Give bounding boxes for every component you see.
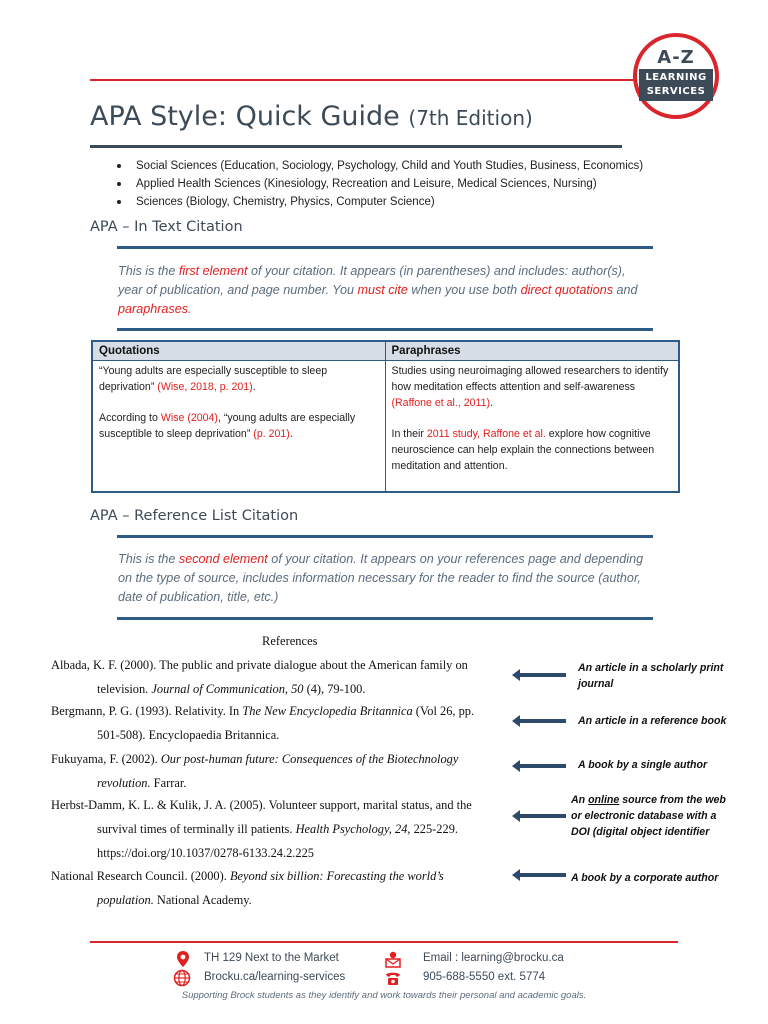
reference-intro: This is the second element of your citation. It appears on your references page and depending on the type of source, includes information necessary for the reader to find the source (author, date of publication, title, etc.) — [118, 552, 644, 604]
paraphrases-cell — [385, 360, 679, 492]
arrow-left-icon — [512, 809, 566, 823]
top-divider — [90, 79, 638, 81]
note-corporate-author-book: A book by a corporate author — [571, 872, 719, 884]
list-item: Social Sciences (Education, Sociology, Psychology, Child and Youth Studies, Business, Economics) — [117, 157, 643, 175]
in-text-top-rule — [117, 246, 653, 249]
arrow-left-icon — [512, 759, 566, 773]
list-item: Applied Health Sciences (Kinesiology, Recreation and Leisure, Medical Sciences, Nursing) — [117, 175, 643, 193]
phone-icon — [384, 969, 402, 987]
footer-location: TH 129 Next to the Market — [204, 952, 339, 964]
disciplines-list — [117, 157, 643, 211]
paraphrase-example-1: Studies using neuroimaging allowed researchers to identify how meditation effects attention and self-awareness (Raffone et al., 2011). — [391, 364, 669, 409]
table-header-paraphrases: Paraphrases — [385, 341, 679, 360]
note-single-author-book: A book by a single author — [578, 759, 708, 771]
reference-entry-national-research-council: National Research Council. (2000). Beyond six billion: Forecasting the world’s population. National Academy. — [51, 869, 444, 907]
logo-learning-text: LEARNING — [645, 72, 707, 83]
citation-examples-table — [91, 340, 680, 493]
footer-website: Brocku.ca/learning-services — [204, 971, 346, 983]
in-text-intro: This is the first element of your citation. It appears (in parentheses) and includes: author(s), year of publication, and page number. You must cite when you use both direct quotations and paraphrases. — [118, 264, 638, 316]
page-title — [90, 101, 533, 132]
email-icon — [384, 950, 402, 968]
logo-az-text: A-Z — [657, 47, 695, 68]
reference-entry-bergmann: Bergmann, P. G. (1993). Relativity. In The New Encyclopedia Britannica (Vol 26, pp. 501-508). Encyclopaedia Britannica. — [51, 704, 475, 742]
note-online-source: An online source from the web or electronic database with a DOI (digital object identifier — [571, 794, 726, 838]
table-row — [92, 360, 679, 492]
in-text-bottom-rule — [117, 328, 653, 331]
quotation-example-2: According to Wise (2004), “young adults are especially susceptible to sleep deprivation” (p. 201). — [99, 411, 356, 440]
logo-services-text: SERVICES — [646, 86, 706, 97]
title-edition: (7th Edition) — [408, 106, 533, 130]
note-scholarly-journal: An article in a scholarly print journal — [578, 662, 724, 690]
footer-divider — [90, 941, 678, 943]
footer-phone: 905-688-5550 ext. 5774 — [423, 971, 546, 983]
footer-tagline: Supporting Brock students as they identify and work towards their personal and academic goals. — [181, 990, 587, 1001]
reference-list-heading: APA – Reference List Citation — [90, 508, 299, 524]
az-learning-services-logo — [633, 33, 719, 119]
note-reference-book: An article in a reference book — [578, 715, 727, 727]
location-pin-icon — [174, 950, 192, 968]
reference-entry-fukuyama: Fukuyama, F. (2002). Our post-human future: Consequences of the Biotechnology revolution. Farrar. — [51, 752, 459, 790]
reference-top-rule — [117, 535, 653, 538]
arrow-left-icon — [512, 714, 566, 728]
table-header-quotations: Quotations — [92, 341, 385, 360]
title-underline — [90, 145, 622, 148]
reference-entry-albada: Albada, K. F. (2000). The public and private dialogue about the American family on television. Journal of Communication, 50 (4), 79-100. — [51, 658, 468, 696]
quotation-example-1: “Young adults are especially susceptible to sleep deprivation” (Wise, 2018, p. 201). — [99, 364, 328, 393]
reference-entry-herbst-damm: Herbst-Damm, K. L. & Kulik, J. A. (2005). Volunteer support, marital status, and the survival times of terminally ill patients. Health Psychology, 24, 225-229. https://doi.org/10.1037/0278-6133.24.2.225 — [51, 798, 472, 860]
reference-bottom-rule — [117, 617, 653, 620]
quotations-cell — [92, 360, 385, 492]
paraphrase-example-2: In their 2011 study, Raffone et al. explore how cognitive neuroscience can help explain the connections between meditation and attention. — [391, 427, 655, 472]
list-item: Sciences (Biology, Chemistry, Physics, Computer Science) — [117, 193, 643, 211]
footer-email: Email : learning@brocku.ca — [423, 952, 564, 964]
in-text-citation-heading: APA – In Text Citation — [90, 219, 243, 235]
arrow-left-icon — [512, 868, 566, 882]
references-heading: References — [262, 634, 318, 648]
globe-icon — [173, 969, 191, 987]
arrow-left-icon — [512, 668, 566, 682]
title-main: APA Style: Quick Guide — [90, 101, 400, 132]
